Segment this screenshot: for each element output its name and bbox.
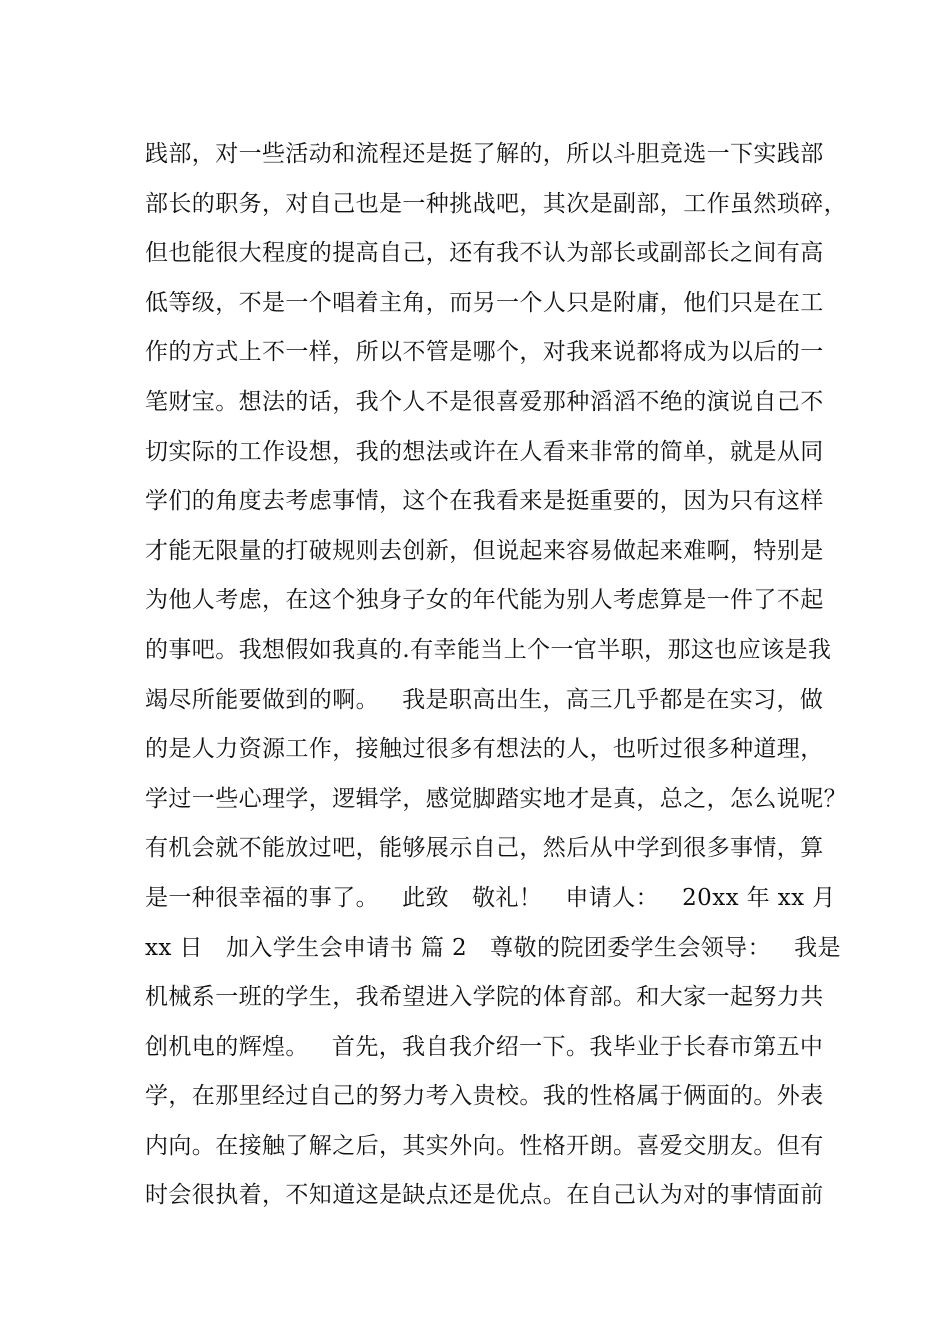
text-line: 创机电的辉煌。 首先，我自我介绍一下。我毕业于长春市第五中 [145, 1033, 824, 1060]
text-line: 切实际的工作设想，我的想法或许在人看来非常的简单，就是从同 [145, 438, 824, 465]
text-line: 内向。在接触了解之后，其实外向。性格开朗。喜爱交朋友。但有 [145, 1132, 824, 1159]
text-line: 低等级，不是一个唱着主角，而另一个人只是附庸，他们只是在工 [145, 289, 824, 316]
text-line: 践部，对一些活动和流程还是挺了解的，所以斗胆竞选一下实践部 [145, 141, 824, 167]
text-line: 时会很执着，不知道这是缺点还是优点。在自己认为对的事情面前 [145, 1182, 824, 1209]
text-line: 学过一些心理学，逻辑学，感觉脚踏实地才是真，总之，怎么说呢？ [145, 785, 847, 812]
text-line: 作的方式上不一样，所以不管是哪个，对我来说都将成为以后的一 [145, 339, 824, 366]
text-line: 竭尽所能要做到的啊。 我是职高出生，高三几乎都是在实习，做 [145, 686, 824, 713]
text-line: 为他人考虑，在这个独身子女的年代能为别人考虑算是一件了不起 [145, 587, 824, 614]
text-line: xx 日 加入学生会申请书 篇 2 尊敬的院团委学生会领导： 我是 [145, 934, 841, 961]
text-line: 部长的职务，对自己也是一种挑战吧，其次是副部，工作虽然琐碎， [145, 190, 847, 217]
body-text [145, 130, 845, 1221]
text-line: 才能无限量的打破规则去创新，但说起来容易做起来难啊，特别是 [145, 537, 824, 564]
text-line: 学们的角度去考虑事情，这个在我看来是挺重要的，因为只有这样 [145, 488, 824, 515]
text-line: 的事吧。我想假如我真的.有幸能当上个一官半职，那这也应该是我 [145, 636, 832, 663]
text-line: 但也能很大程度的提高自己，还有我不认为部长或副部长之间有高 [145, 240, 824, 267]
text-line: 学，在那里经过自己的努力考入贵校。我的性格属于俩面的。外表 [145, 1083, 824, 1110]
text-line: 是一种很幸福的事了。 此致 敬礼！ 申请人： 20xx 年 xx 月 [145, 884, 836, 911]
text-line: 机械系一班的学生，我希望进入学院的体育部。和大家一起努力共 [145, 984, 824, 1011]
text-line: 有机会就不能放过吧，能够展示自己，然后从中学到很多事情，算 [145, 835, 824, 862]
text-line: 的是人力资源工作，接触过很多有想法的人，也听过很多种道理， [145, 736, 824, 763]
text-line: 笔财宝。想法的话，我个人不是很喜爱那种滔滔不绝的演说自己不 [145, 388, 824, 415]
